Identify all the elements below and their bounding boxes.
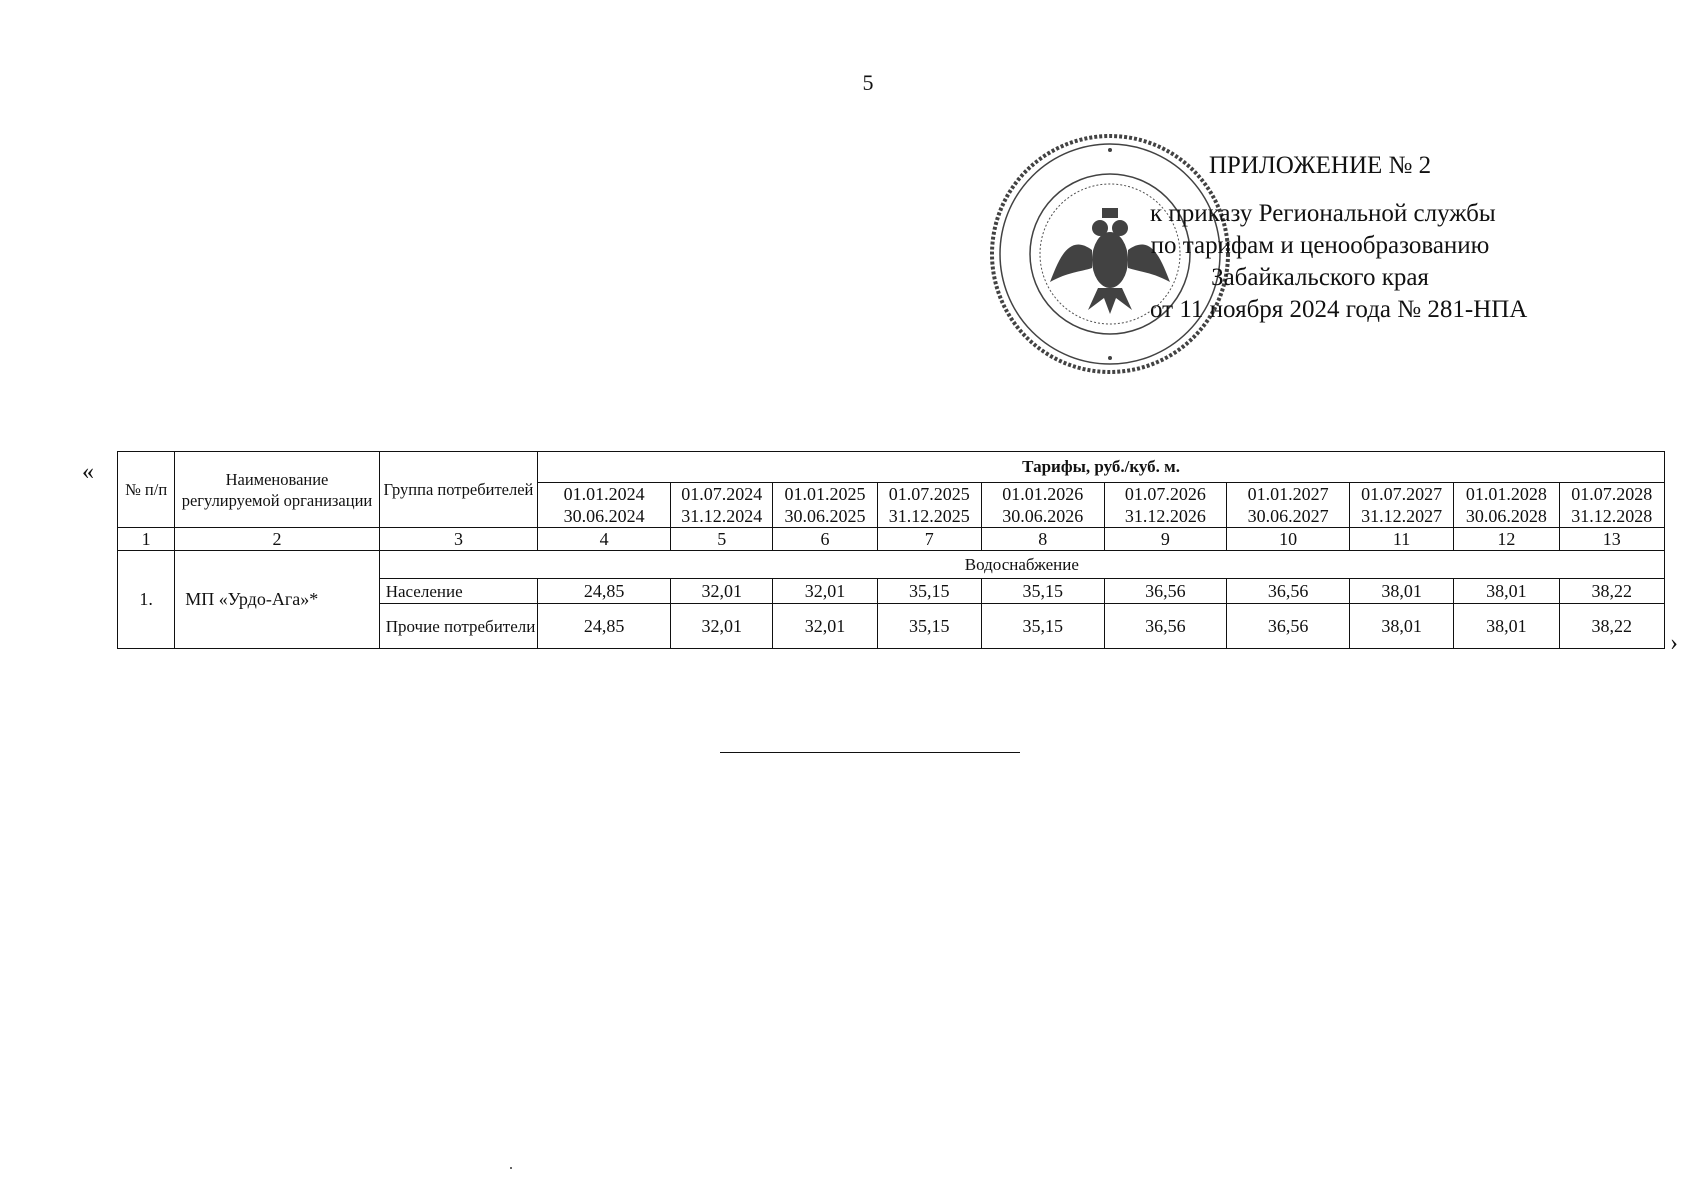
tariff-value: 35,15 <box>981 579 1104 604</box>
tariff-value: 35,15 <box>877 604 981 649</box>
period-from: 01.07.2027 <box>1361 484 1443 504</box>
tariff-value: 32,01 <box>773 579 877 604</box>
closing-quote: › <box>1670 630 1678 656</box>
index-cell: 10 <box>1227 528 1350 551</box>
period-to: 30.06.2026 <box>1002 506 1084 526</box>
header-org: Наименование регулируемой организации <box>175 452 379 528</box>
opening-quote: « <box>82 459 94 485</box>
tariff-value: 38,01 <box>1454 579 1559 604</box>
period-from: 01.01.2028 <box>1465 484 1547 504</box>
tariff-value: 32,01 <box>773 604 877 649</box>
appendix-header <box>1150 150 1528 326</box>
period-to: 30.06.2024 <box>563 506 645 526</box>
appendix-line: по тарифам и ценообразованию <box>1150 232 1490 259</box>
period-from: 01.01.2026 <box>1002 484 1084 504</box>
index-cell: 2 <box>175 528 379 551</box>
index-cell: 5 <box>671 528 773 551</box>
period-to: 30.06.2028 <box>1465 506 1547 526</box>
index-cell: 13 <box>1559 528 1664 551</box>
index-cell: 3 <box>379 528 537 551</box>
index-cell: 4 <box>538 528 671 551</box>
period-to: 31.12.2024 <box>681 506 763 526</box>
tariff-value: 38,01 <box>1349 604 1453 649</box>
period-from: 01.07.2028 <box>1571 484 1653 504</box>
tariff-value: 24,85 <box>538 579 671 604</box>
period-to: 31.12.2025 <box>888 506 970 526</box>
tariff-value: 35,15 <box>981 604 1104 649</box>
period-cell <box>877 483 981 528</box>
index-cell: 9 <box>1104 528 1227 551</box>
tariff-value: 35,15 <box>877 579 981 604</box>
organization-name: МП «Урдо-Ага»* <box>175 551 379 649</box>
tariff-value: 32,01 <box>671 604 773 649</box>
header-row <box>118 452 1665 483</box>
period-from: 01.01.2027 <box>1247 484 1329 504</box>
period-from: 01.01.2025 <box>784 484 866 504</box>
tariff-value: 38,22 <box>1559 579 1664 604</box>
period-to: 31.12.2028 <box>1571 506 1653 526</box>
period-cell <box>1454 483 1559 528</box>
scan-speck <box>510 1167 512 1169</box>
appendix-line: к приказу Региональной службы <box>1150 200 1496 227</box>
period-cell <box>1349 483 1453 528</box>
period-cell <box>773 483 877 528</box>
index-cell: 7 <box>877 528 981 551</box>
period-to: 31.12.2027 <box>1361 506 1443 526</box>
period-cell <box>1227 483 1350 528</box>
appendix-line: от 11 ноября 2024 года № 281-НПА <box>1150 296 1528 323</box>
consumer-group: Прочие потребители <box>379 604 537 649</box>
consumer-group: Население <box>379 579 537 604</box>
index-cell: 1 <box>118 528 175 551</box>
period-cell <box>1559 483 1664 528</box>
period-cell <box>671 483 773 528</box>
period-from: 01.01.2024 <box>563 484 645 504</box>
period-cell <box>538 483 671 528</box>
period-to: 30.06.2027 <box>1247 506 1329 526</box>
section-title: Водоснабжение <box>379 551 1664 579</box>
header-group: Группа потребителей <box>379 452 537 528</box>
tariff-value: 36,56 <box>1104 604 1227 649</box>
tariff-value: 32,01 <box>671 579 773 604</box>
header-tariffs: Тарифы, руб./куб. м. <box>538 452 1665 483</box>
period-cell <box>1104 483 1227 528</box>
period-from: 01.07.2025 <box>888 484 970 504</box>
end-rule <box>720 752 1020 753</box>
tariff-value: 38,01 <box>1349 579 1453 604</box>
period-cell <box>981 483 1104 528</box>
page-number: 5 <box>862 70 874 95</box>
header-num: № п/п <box>118 452 175 528</box>
index-cell: 11 <box>1349 528 1453 551</box>
tariff-value: 36,56 <box>1227 579 1350 604</box>
index-cell: 12 <box>1454 528 1559 551</box>
tariff-value: 36,56 <box>1227 604 1350 649</box>
period-to: 30.06.2025 <box>784 506 866 526</box>
appendix-title: ПРИЛОЖЕНИЕ № 2 <box>1208 152 1432 179</box>
index-cell: 8 <box>981 528 1104 551</box>
index-cell: 6 <box>773 528 877 551</box>
period-to: 31.12.2026 <box>1124 506 1206 526</box>
period-from: 01.07.2026 <box>1124 484 1206 504</box>
tariff-value: 36,56 <box>1104 579 1227 604</box>
period-from: 01.07.2024 <box>681 484 763 504</box>
row-number: 1. <box>118 551 175 649</box>
tariff-value: 38,01 <box>1454 604 1559 649</box>
tariff-value: 24,85 <box>538 604 671 649</box>
appendix-line: Забайкальского края <box>1211 264 1429 291</box>
tariff-table <box>117 451 1665 649</box>
section-row <box>118 551 1665 579</box>
index-row <box>118 528 1665 551</box>
tariff-value: 38,22 <box>1559 604 1664 649</box>
